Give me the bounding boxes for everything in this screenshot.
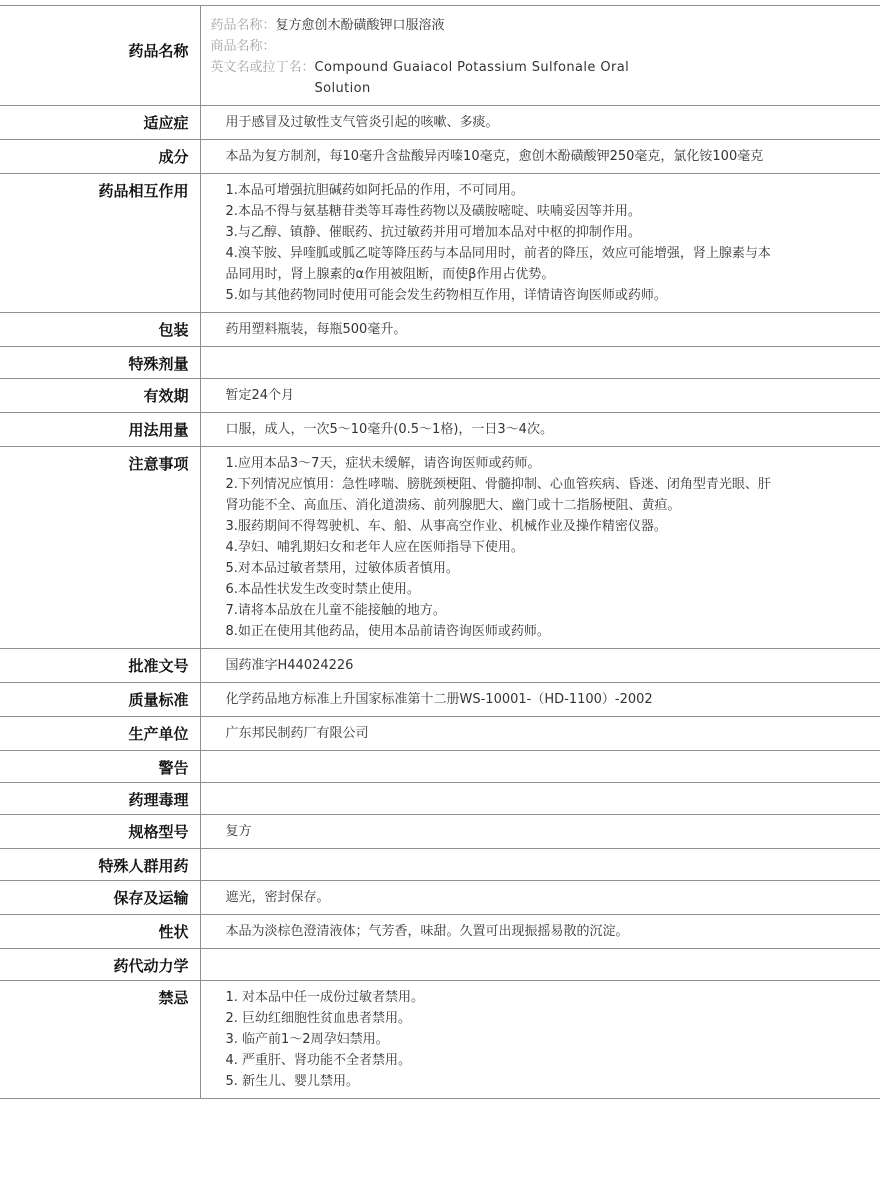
- table-row: [0, 881, 880, 915]
- value-line: 6.本品性状发生改变时禁止使用。: [225, 582, 420, 597]
- table-row: [0, 981, 880, 1099]
- value-line: 口服，成人，一次5～10毫升(0.5～1格)，一日3～4次。: [225, 422, 553, 437]
- value-line: 暂定24个月: [225, 388, 295, 403]
- value-line: 2.下列情况应慎用：急性哮喘、膀胱颈梗阻、骨髓抑制、心血管疾病、昏迷、闭角型青光眼、肝肾功能不全、高血压、消化道溃疡、前列腺肥大、幽门或十二指肠梗阻、黄疸。: [225, 477, 771, 513]
- generic-name-line: [211, 15, 821, 36]
- value-line: 2.本品不得与氨基糖苷类等耳毒性药物以及磺胺嘧啶、呋喃妥因等并用。: [225, 204, 641, 219]
- value-line: 8.如正在使用其他药品，使用本品前请咨询医师或药师。: [225, 624, 550, 639]
- row-label: 注意事项: [0, 447, 200, 649]
- generic-name-key: 药品名称：: [210, 18, 276, 33]
- row-value: [200, 174, 880, 313]
- table-row: [0, 106, 880, 140]
- table-row: [0, 379, 880, 413]
- row-label: 规格型号: [0, 815, 200, 849]
- table-row: [0, 815, 880, 849]
- row-label: 特殊人群用药: [0, 849, 200, 881]
- english-name-key: 英文名或拉丁名：: [210, 60, 315, 75]
- row-value: [200, 783, 880, 815]
- row-value: [200, 915, 880, 949]
- value-line: 5.对本品过敏者禁用，过敏体质者慎用。: [225, 561, 459, 576]
- value-line: 药用塑料瓶装，每瓶500毫升。: [225, 322, 407, 337]
- drug-name-row: [0, 6, 880, 106]
- drug-info-table: [0, 5, 880, 1099]
- row-label: 包装: [0, 313, 200, 347]
- row-value: [200, 981, 880, 1099]
- value-line: 3. 临产前1～2周孕妇禁用。: [225, 1032, 389, 1047]
- row-label: 药品名称: [0, 6, 200, 106]
- table-row: [0, 915, 880, 949]
- table-row: [0, 649, 880, 683]
- row-value: [200, 649, 880, 683]
- table-row: [0, 174, 880, 313]
- row-label: 性状: [0, 915, 200, 949]
- row-value: [200, 313, 880, 347]
- table-row: [0, 849, 880, 881]
- drug-name-block: [200, 6, 880, 106]
- row-label: 保存及运输: [0, 881, 200, 915]
- row-value: [200, 347, 880, 379]
- value-line: 4.孕妇、哺乳期妇女和老年人应在医师指导下使用。: [225, 540, 524, 555]
- value-line: 用于感冒及过敏性支气管炎引起的咳嗽、多痰。: [225, 115, 499, 130]
- row-value: [200, 717, 880, 751]
- row-label: 适应症: [0, 106, 200, 140]
- table-row: [0, 751, 880, 783]
- english-name-value: Compound Guaiacol Potassium Sulfonale Oral Solution: [314, 60, 630, 96]
- row-value: [200, 949, 880, 981]
- row-label: 药理毒理: [0, 783, 200, 815]
- table-row: [0, 447, 880, 649]
- value-line: 1. 对本品中任一成份过敏者禁用。: [225, 990, 425, 1005]
- trade-name-line: [211, 36, 821, 57]
- row-label: 药代动力学: [0, 949, 200, 981]
- row-label: 质量标准: [0, 683, 200, 717]
- row-value: [200, 881, 880, 915]
- value-line: 本品为复方制剂，每10毫升含盐酸异丙嗪10毫克，愈创木酚磺酸钾250毫克，氯化铵100毫克: [225, 149, 764, 164]
- value-line: 3.服药期间不得驾驶机、车、船、从事高空作业、机械作业及操作精密仪器。: [225, 519, 667, 534]
- trade-name-key: 商品名称：: [210, 39, 276, 54]
- row-value: [200, 140, 880, 174]
- value-line: 7.请将本品放在儿童不能接触的地方。: [225, 603, 446, 618]
- row-label: 特殊剂量: [0, 347, 200, 379]
- value-line: 1.本品可增强抗胆碱药如阿托品的作用，不可同用。: [225, 183, 524, 198]
- row-value: [200, 751, 880, 783]
- value-line: 复方: [225, 824, 252, 839]
- value-line: 5. 新生儿、婴儿禁用。: [225, 1074, 360, 1089]
- table-row: [0, 140, 880, 174]
- table-row: [0, 683, 880, 717]
- value-line: 化学药品地方标准上升国家标准第十二册WS-10001-（HD-1100）-2002: [225, 692, 653, 707]
- row-value: [200, 106, 880, 140]
- english-name-line: [211, 57, 821, 99]
- value-line: 2. 巨幼红细胞性贫血患者禁用。: [225, 1011, 412, 1026]
- table-row: [0, 347, 880, 379]
- value-line: 本品为淡棕色澄清液体；气芳香，味甜。久置可出现振摇易散的沉淀。: [225, 924, 629, 939]
- table-row: [0, 413, 880, 447]
- row-label: 用法用量: [0, 413, 200, 447]
- value-line: 3.与乙醇、镇静、催眠药、抗过敏药并用可增加本品对中枢的抑制作用。: [225, 225, 641, 240]
- row-value: [200, 815, 880, 849]
- value-line: 4. 严重肝、肾功能不全者禁用。: [225, 1053, 412, 1068]
- value-line: 广东邦民制药厂有限公司: [225, 726, 369, 741]
- row-label: 有效期: [0, 379, 200, 413]
- row-label: 批准文号: [0, 649, 200, 683]
- row-value: [200, 413, 880, 447]
- table-row: [0, 949, 880, 981]
- value-line: 1.应用本品3～7天，症状未缓解，请咨询医师或药师。: [225, 456, 541, 471]
- value-line: 5.如与其他药物同时使用可能会发生药物相互作用，详情请咨询医师或药师。: [225, 288, 667, 303]
- row-value: [200, 447, 880, 649]
- row-label: 警告: [0, 751, 200, 783]
- table-row: [0, 313, 880, 347]
- row-value: [200, 379, 880, 413]
- generic-name-value: 复方愈创木酚磺酸钾口服溶液: [275, 18, 445, 33]
- row-label: 药品相互作用: [0, 174, 200, 313]
- table-row: [0, 783, 880, 815]
- row-value: [200, 683, 880, 717]
- row-label: 禁忌: [0, 981, 200, 1099]
- row-value: [200, 849, 880, 881]
- row-label: 生产单位: [0, 717, 200, 751]
- table-row: [0, 717, 880, 751]
- value-line: 国药准字H44024226: [225, 658, 354, 673]
- value-line: 遮光，密封保存。: [225, 890, 330, 905]
- row-label: 成分: [0, 140, 200, 174]
- value-line: 4.溴苄胺、异喹胍或胍乙啶等降压药与本品同用时，前者的降压，效应可能增强，肾上腺素与本品同用时，肾上腺素的α作用被阻断，而使β作用占优势。: [225, 246, 771, 282]
